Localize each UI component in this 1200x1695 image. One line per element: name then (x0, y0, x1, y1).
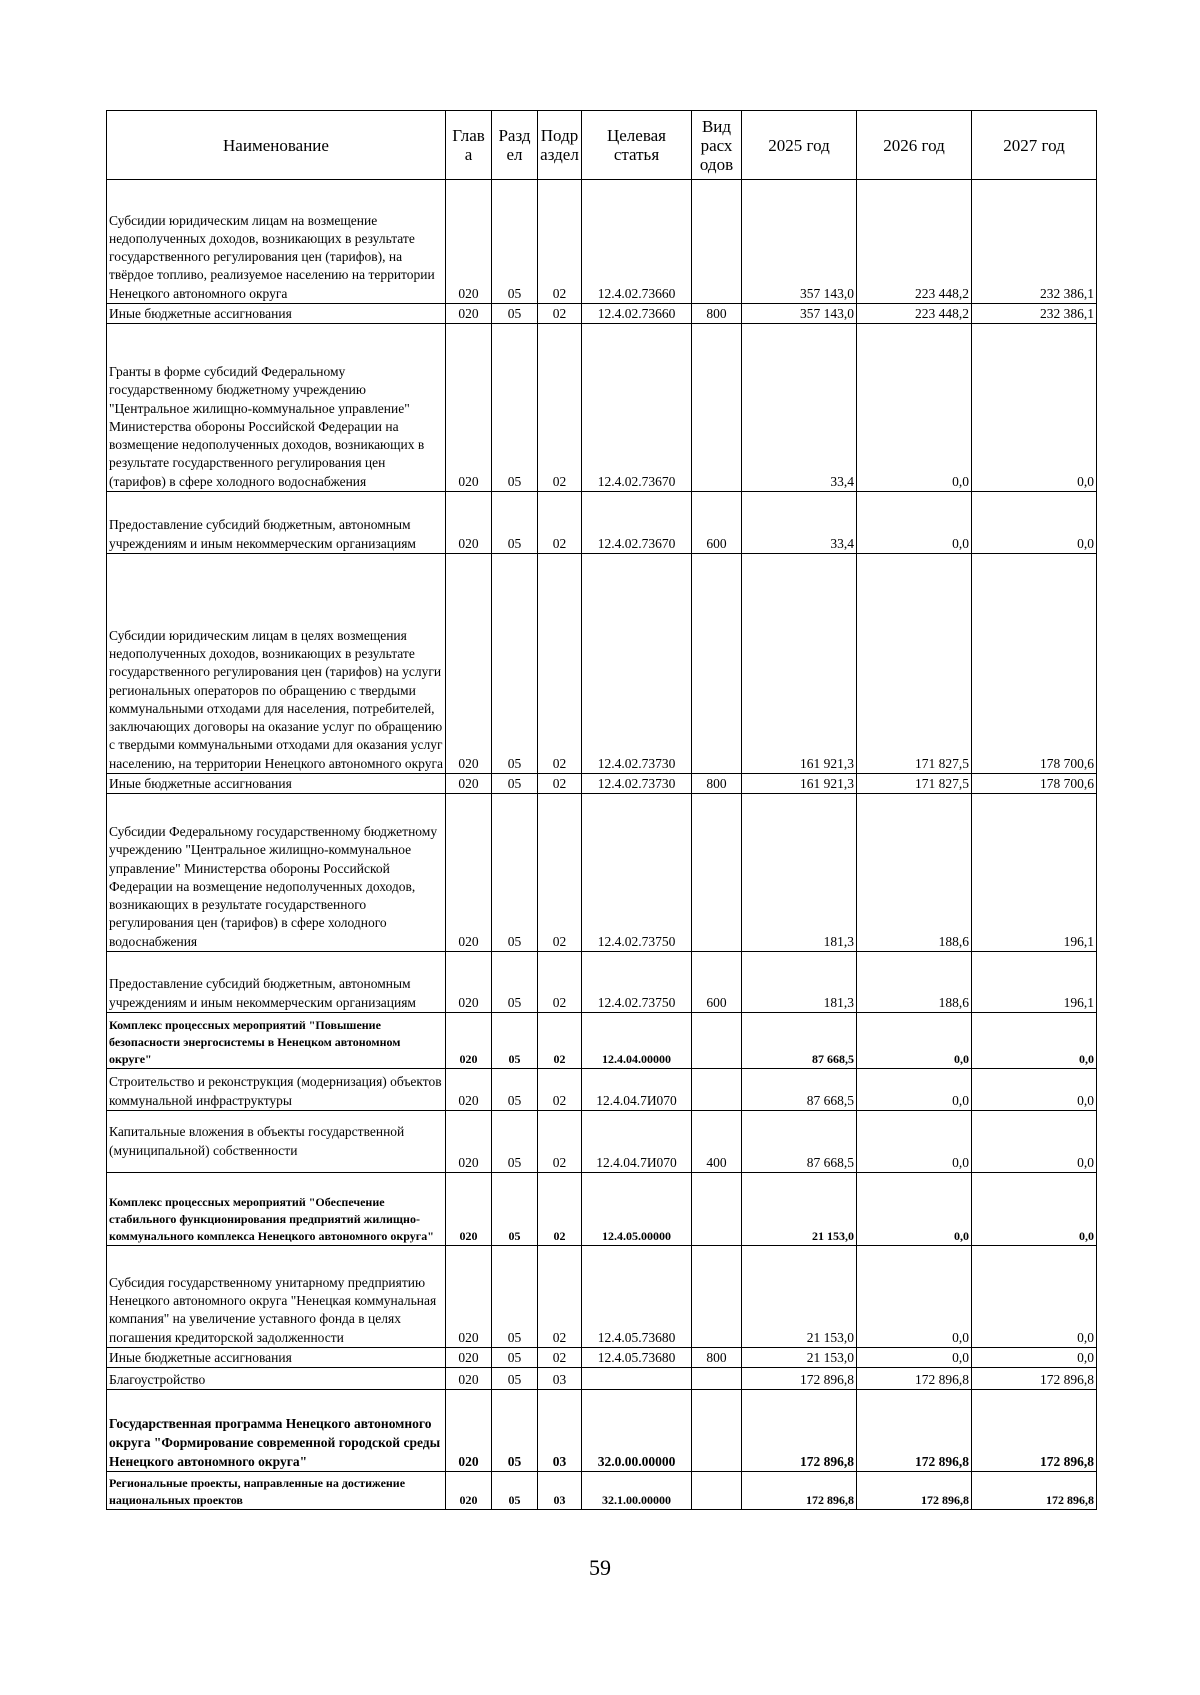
row-2025: 172 896,8 (742, 1390, 857, 1472)
table-header-row (107, 111, 1097, 180)
table-row (107, 180, 1097, 304)
row-expense-type (692, 1368, 742, 1390)
row-2027: 172 896,8 (972, 1368, 1097, 1390)
row-2025: 21 153,0 (742, 1348, 857, 1368)
row-target-article (582, 1368, 692, 1390)
row-name: Комплекс процессных мероприятий "Обеспечение стабильного функционирования предприятий жилищно-коммунального комплекса Ненецкого автономного округа" (107, 1173, 446, 1246)
table-row (107, 1013, 1097, 1069)
row-podrazdel: 02 (538, 180, 582, 304)
row-2026: 172 896,8 (857, 1472, 972, 1510)
row-expense-type (692, 1390, 742, 1472)
row-2026: 0,0 (857, 1069, 972, 1111)
row-target-article: 12.4.02.73750 (582, 794, 692, 952)
table-row (107, 492, 1097, 554)
row-expense-type (692, 1246, 742, 1348)
row-target-article: 12.4.04.7И070 (582, 1069, 692, 1111)
row-2025: 33,4 (742, 492, 857, 554)
row-target-article: 12.4.02.73670 (582, 324, 692, 492)
row-name: Строительство и реконструкция (модернизация) объектов коммунальной инфраструктуры (107, 1069, 446, 1111)
table-row (107, 1390, 1097, 1472)
row-2025: 172 896,8 (742, 1472, 857, 1510)
row-target-article: 12.4.05.00000 (582, 1173, 692, 1246)
page-number: 59 (589, 1555, 611, 1580)
table-row (107, 554, 1097, 774)
row-target-article: 12.4.02.73730 (582, 554, 692, 774)
table-row (107, 774, 1097, 794)
header-name: Наименование (107, 111, 446, 180)
row-target-article: 32.1.00.00000 (582, 1472, 692, 1510)
table-row (107, 1348, 1097, 1368)
row-2025: 87 668,5 (742, 1013, 857, 1069)
row-name: Предоставление субсидий бюджетным, автономным учреждениям и иным некоммерческим организациям (107, 952, 446, 1013)
table-row (107, 952, 1097, 1013)
row-2026: 0,0 (857, 1173, 972, 1246)
row-glava: 020 (446, 794, 492, 952)
row-2027: 0,0 (972, 1348, 1097, 1368)
header-podrazdel: Подр аздел (538, 111, 582, 180)
row-expense-type: 800 (692, 774, 742, 794)
row-expense-type (692, 554, 742, 774)
row-expense-type: 600 (692, 492, 742, 554)
row-2025: 357 143,0 (742, 180, 857, 304)
row-name: Иные бюджетные ассигнования (107, 774, 446, 794)
row-razdel: 05 (492, 1390, 538, 1472)
row-target-article: 12.4.02.73660 (582, 180, 692, 304)
row-podrazdel: 02 (538, 554, 582, 774)
table-row (107, 1368, 1097, 1390)
row-expense-type (692, 180, 742, 304)
row-razdel: 05 (492, 1013, 538, 1069)
row-2027: 0,0 (972, 1246, 1097, 1348)
row-2025: 161 921,3 (742, 554, 857, 774)
row-target-article: 12.4.02.73670 (582, 492, 692, 554)
row-glava: 020 (446, 1246, 492, 1348)
row-2026: 223 448,2 (857, 304, 972, 324)
row-2027: 178 700,6 (972, 554, 1097, 774)
row-expense-type (692, 324, 742, 492)
row-glava: 020 (446, 1173, 492, 1246)
row-razdel: 05 (492, 774, 538, 794)
row-podrazdel: 02 (538, 1348, 582, 1368)
row-razdel: 05 (492, 794, 538, 952)
table-row (107, 1069, 1097, 1111)
row-2026: 188,6 (857, 794, 972, 952)
row-glava: 020 (446, 1348, 492, 1368)
row-name: Субсидии юридическим лицам на возмещение недополученных доходов, возникающих в результате государственного регулирования цен (тарифов), на твёрдое топливо, реализуемое населению на территории Ненецкого автономного округа (107, 180, 446, 304)
row-glava: 020 (446, 1111, 492, 1173)
row-2026: 172 896,8 (857, 1368, 972, 1390)
header-2025: 2025 год (742, 111, 857, 180)
row-razdel: 05 (492, 324, 538, 492)
row-podrazdel: 02 (538, 794, 582, 952)
row-2026: 0,0 (857, 1111, 972, 1173)
row-name: Региональные проекты, направленные на достижение национальных проектов (107, 1472, 446, 1510)
row-razdel: 05 (492, 1069, 538, 1111)
row-2026: 188,6 (857, 952, 972, 1013)
row-2025: 87 668,5 (742, 1069, 857, 1111)
row-glava: 020 (446, 180, 492, 304)
row-2027: 172 896,8 (972, 1390, 1097, 1472)
row-razdel: 05 (492, 304, 538, 324)
row-expense-type: 600 (692, 952, 742, 1013)
row-podrazdel: 02 (538, 324, 582, 492)
row-2026: 0,0 (857, 324, 972, 492)
row-podrazdel: 03 (538, 1390, 582, 1472)
row-expense-type: 800 (692, 1348, 742, 1368)
row-podrazdel: 02 (538, 304, 582, 324)
row-2027: 196,1 (972, 794, 1097, 952)
table-row (107, 1472, 1097, 1510)
row-name: Иные бюджетные ассигнования (107, 1348, 446, 1368)
row-2027: 0,0 (972, 1111, 1097, 1173)
row-2025: 357 143,0 (742, 304, 857, 324)
row-2027: 172 896,8 (972, 1472, 1097, 1510)
row-2027: 232 386,1 (972, 180, 1097, 304)
row-razdel: 05 (492, 1173, 538, 1246)
header-2027: 2027 год (972, 111, 1097, 180)
row-2025: 181,3 (742, 794, 857, 952)
row-podrazdel: 02 (538, 1246, 582, 1348)
row-2025: 161 921,3 (742, 774, 857, 794)
table-row (107, 304, 1097, 324)
row-glava: 020 (446, 554, 492, 774)
row-2025: 87 668,5 (742, 1111, 857, 1173)
row-name: Субсидии юридическим лицам в целях возмещения недополученных доходов, возникающих в результате государственного регулирования цен (тарифов) на услуги региональных операторов по обращению с твердыми коммунальными отходами для населения, потребителей, заключающих договоры на оказание услуг по обращению с твердыми коммунальными отходами для оказания услуг населению, на территории Ненецкого автономного округа (107, 554, 446, 774)
row-razdel: 05 (492, 180, 538, 304)
row-podrazdel: 02 (538, 952, 582, 1013)
row-expense-type (692, 794, 742, 952)
row-glava: 020 (446, 952, 492, 1013)
row-razdel: 05 (492, 1111, 538, 1173)
header-razdel: Разд ел (492, 111, 538, 180)
row-name: Субсидия государственному унитарному предприятию Ненецкого автономного округа "Ненецкая коммунальная компания" на увеличение уставного фонда в целях погашения кредиторской задолженности (107, 1246, 446, 1348)
row-glava: 020 (446, 1390, 492, 1472)
row-2026: 0,0 (857, 492, 972, 554)
row-target-article: 12.4.02.73730 (582, 774, 692, 794)
budget-table (106, 110, 1097, 1510)
row-target-article: 12.4.02.73660 (582, 304, 692, 324)
row-expense-type (692, 1173, 742, 1246)
row-2026: 223 448,2 (857, 180, 972, 304)
header-target-article: Целевая статья (582, 111, 692, 180)
row-razdel: 05 (492, 1246, 538, 1348)
header-2026: 2026 год (857, 111, 972, 180)
row-name: Иные бюджетные ассигнования (107, 304, 446, 324)
table-row (107, 1173, 1097, 1246)
table-row (107, 1111, 1097, 1173)
row-2026: 172 896,8 (857, 1390, 972, 1472)
row-target-article: 12.4.04.7И070 (582, 1111, 692, 1173)
row-podrazdel: 02 (538, 492, 582, 554)
row-razdel: 05 (492, 1368, 538, 1390)
row-target-article: 12.4.05.73680 (582, 1348, 692, 1368)
table-row (107, 794, 1097, 952)
row-podrazdel: 03 (538, 1368, 582, 1390)
row-glava: 020 (446, 304, 492, 324)
row-expense-type (692, 1069, 742, 1111)
row-podrazdel: 02 (538, 774, 582, 794)
row-2025: 21 153,0 (742, 1246, 857, 1348)
row-name: Государственная программа Ненецкого автономного округа "Формирование современной городской среды Ненецкого автономного округа" (107, 1390, 446, 1472)
row-2027: 178 700,6 (972, 774, 1097, 794)
row-expense-type: 800 (692, 304, 742, 324)
header-expense-type: Вид расх одов (692, 111, 742, 180)
row-podrazdel: 02 (538, 1069, 582, 1111)
row-glava: 020 (446, 1472, 492, 1510)
row-2026: 0,0 (857, 1013, 972, 1069)
row-2026: 171 827,5 (857, 774, 972, 794)
row-glava: 020 (446, 1069, 492, 1111)
row-glava: 020 (446, 1013, 492, 1069)
row-glava: 020 (446, 492, 492, 554)
row-2025: 21 153,0 (742, 1173, 857, 1246)
row-2027: 0,0 (972, 1069, 1097, 1111)
row-2025: 172 896,8 (742, 1368, 857, 1390)
row-razdel: 05 (492, 554, 538, 774)
row-name: Гранты в форме субсидий Федеральному государственному бюджетному учреждению "Центральное жилищно-коммунальное управление" Министерства обороны Российской Федерации на возмещение недополученных доходов, возникающих в результате государственного регулирования цен (тарифов) в сфере холодного водоснабжения (107, 324, 446, 492)
row-name: Капитальные вложения в объекты государственной (муниципальной) собственности (107, 1111, 446, 1173)
row-2025: 33,4 (742, 324, 857, 492)
row-2027: 196,1 (972, 952, 1097, 1013)
row-expense-type (692, 1013, 742, 1069)
row-podrazdel: 02 (538, 1173, 582, 1246)
row-target-article: 12.4.04.00000 (582, 1013, 692, 1069)
row-2025: 181,3 (742, 952, 857, 1013)
row-razdel: 05 (492, 952, 538, 1013)
row-podrazdel: 02 (538, 1013, 582, 1069)
row-expense-type (692, 1472, 742, 1510)
row-target-article: 32.0.00.00000 (582, 1390, 692, 1472)
row-2027: 0,0 (972, 1013, 1097, 1069)
row-razdel: 05 (492, 492, 538, 554)
row-target-article: 12.4.05.73680 (582, 1246, 692, 1348)
table-row (107, 324, 1097, 492)
row-2026: 171 827,5 (857, 554, 972, 774)
row-name: Субсидии Федеральному государственному бюджетному учреждению "Центральное жилищно-коммунальное управление" Министерства обороны Российской Федерации на возмещение недополученных доходов, возникающих в результате государственного регулирования цен (тарифов) в сфере холодного водоснабжения (107, 794, 446, 952)
row-2027: 232 386,1 (972, 304, 1097, 324)
row-glava: 020 (446, 324, 492, 492)
row-razdel: 05 (492, 1472, 538, 1510)
row-2026: 0,0 (857, 1246, 972, 1348)
row-2027: 0,0 (972, 492, 1097, 554)
row-razdel: 05 (492, 1348, 538, 1368)
row-glava: 020 (446, 774, 492, 794)
row-target-article: 12.4.02.73750 (582, 952, 692, 1013)
row-2027: 0,0 (972, 324, 1097, 492)
header-glava: Глав а (446, 111, 492, 180)
row-name: Благоустройство (107, 1368, 446, 1390)
table-row (107, 1246, 1097, 1348)
row-name: Комплекс процессных мероприятий "Повышение безопасности энергосистемы в Ненецком автономном округе" (107, 1013, 446, 1069)
row-podrazdel: 03 (538, 1472, 582, 1510)
row-2026: 0,0 (857, 1348, 972, 1368)
row-expense-type: 400 (692, 1111, 742, 1173)
row-glava: 020 (446, 1368, 492, 1390)
row-podrazdel: 02 (538, 1111, 582, 1173)
row-name: Предоставление субсидий бюджетным, автономным учреждениям и иным некоммерческим организациям (107, 492, 446, 554)
row-2027: 0,0 (972, 1173, 1097, 1246)
